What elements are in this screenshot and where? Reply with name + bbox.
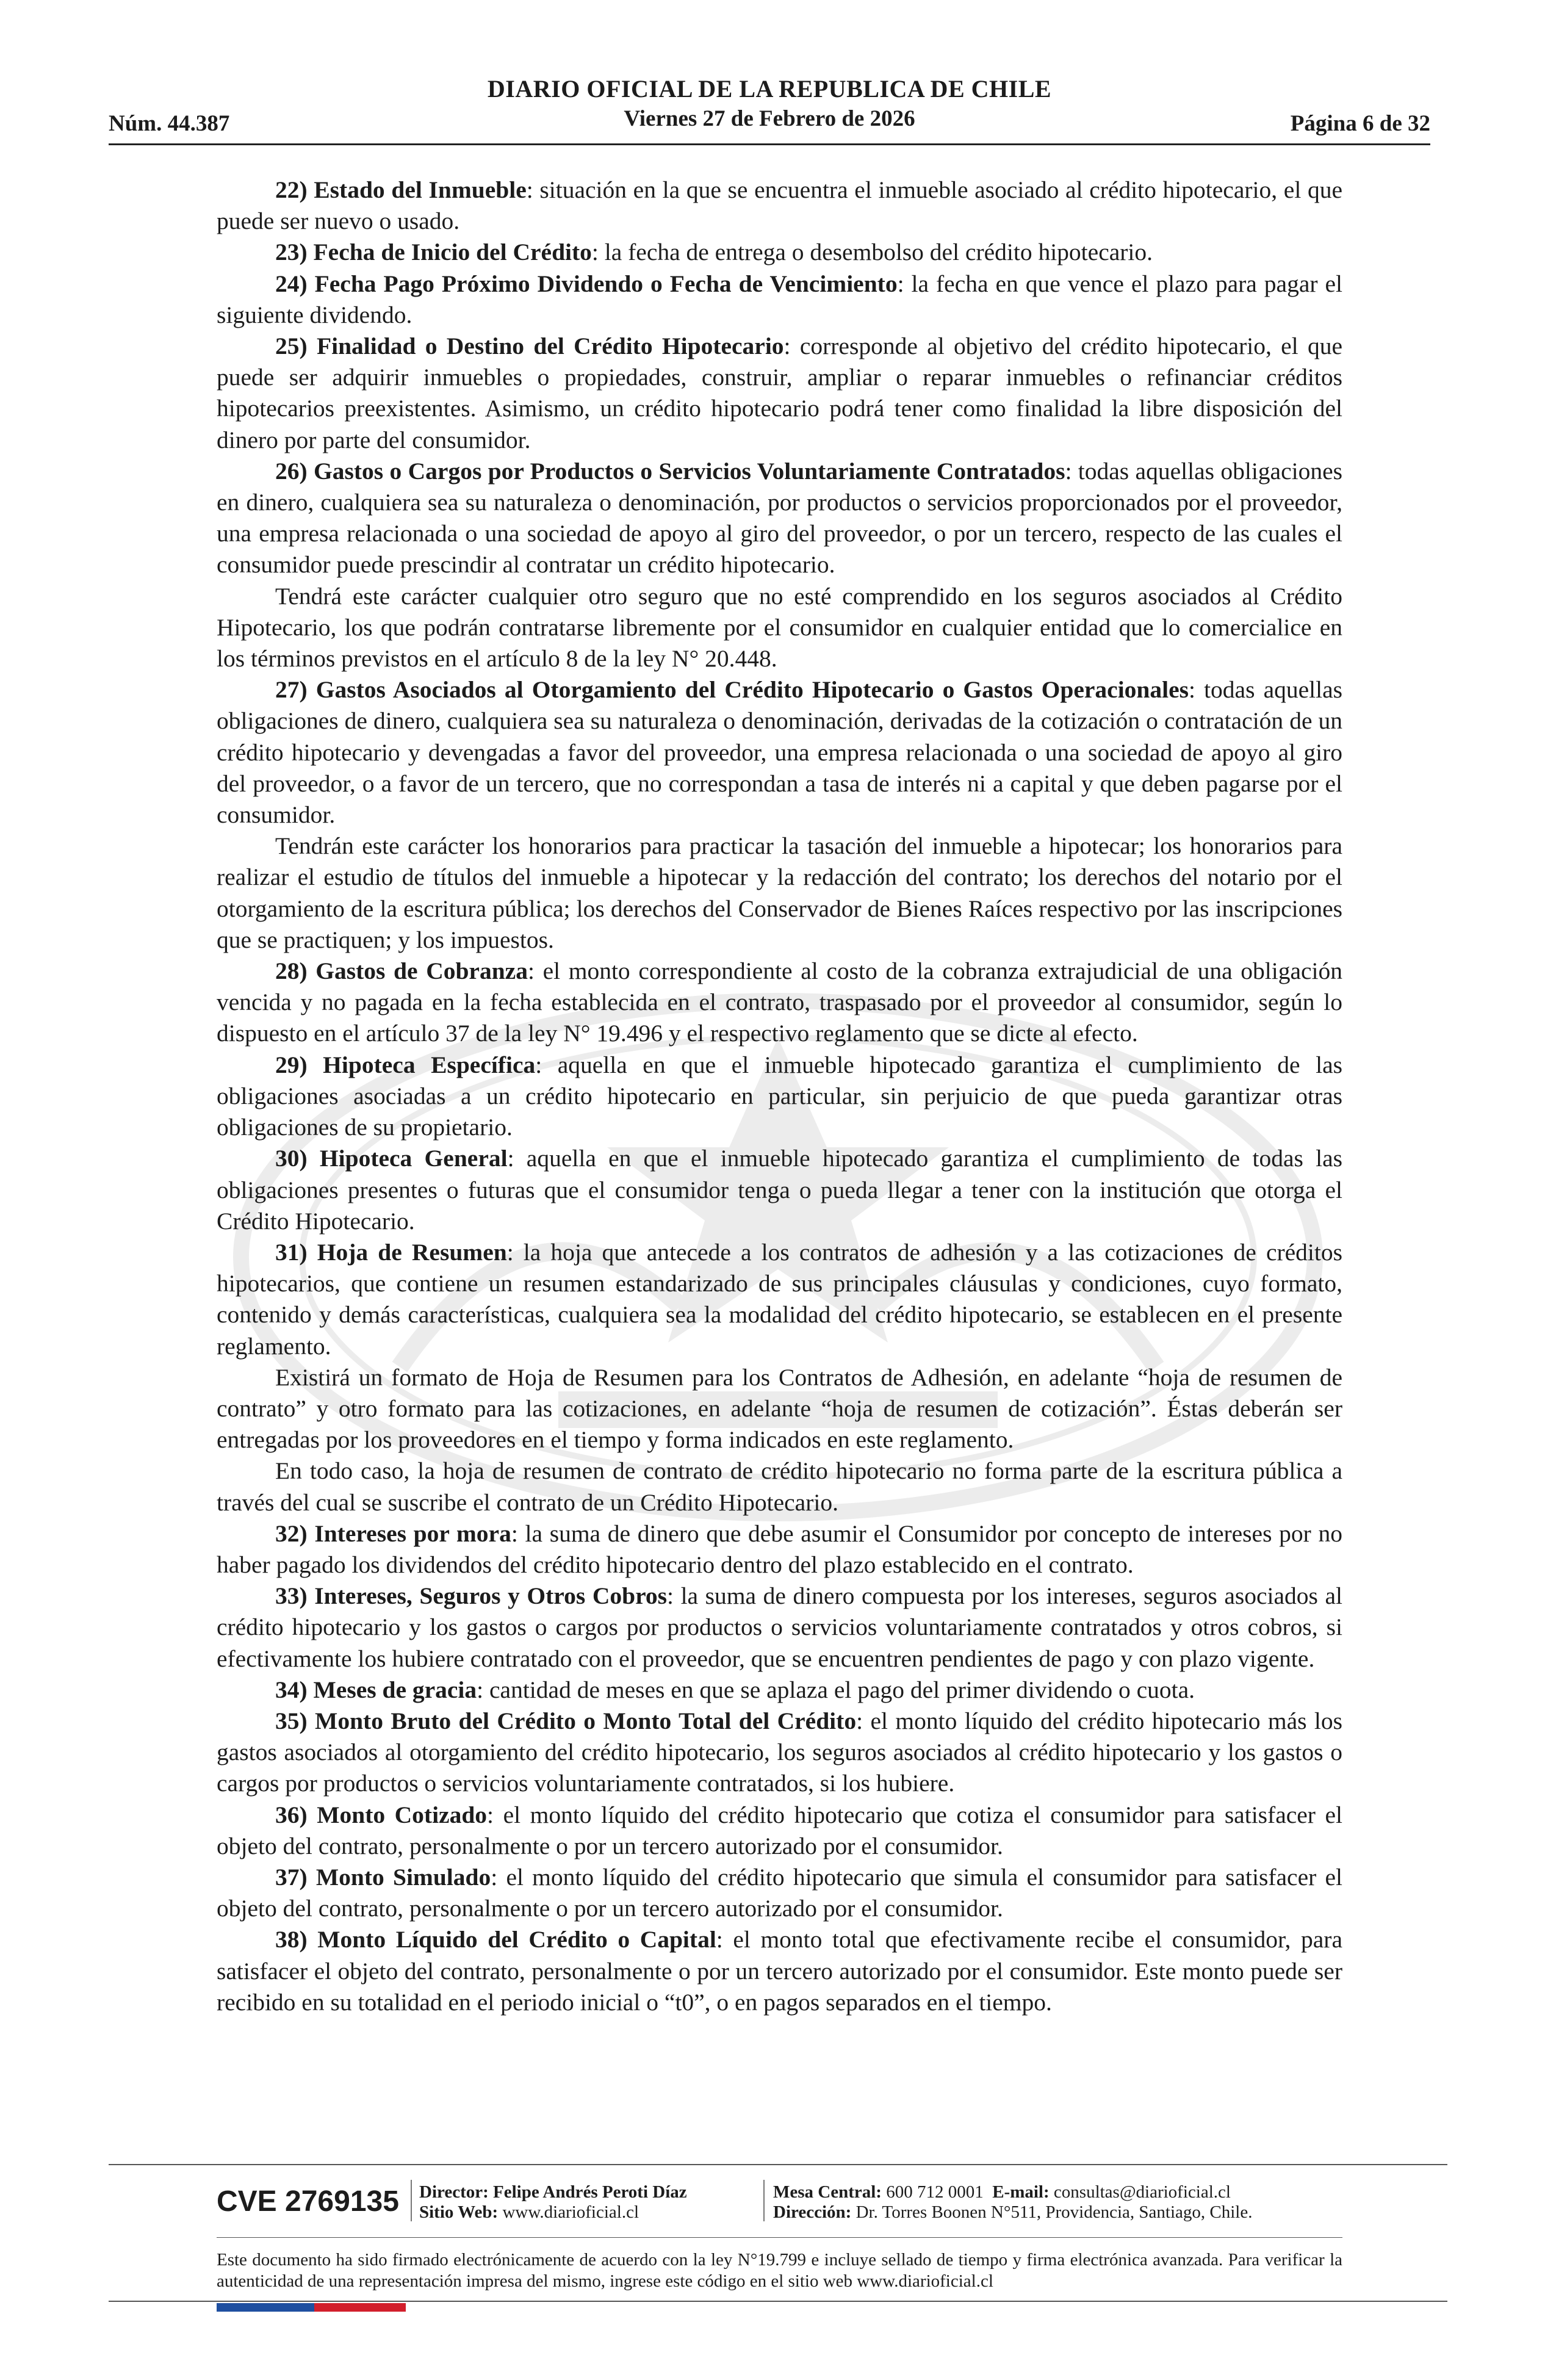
definition-term: 24) Fecha Pago Próximo Dividendo o Fecha de Vencimiento (275, 270, 898, 297)
paragraph (217, 1706, 1342, 1800)
paragraph (217, 456, 1342, 581)
mesa-phone: 600 712 0001 (886, 2182, 984, 2202)
paragraph (217, 1362, 1342, 1456)
paragraph-text: : situación en la que se encuentra el inmueble asociado al crédito hipotecario, el que puede ser nuevo o usado. (217, 176, 1343, 235)
flag-stripe (217, 2303, 406, 2312)
director-name: Felipe Andrés Peroti Díaz (493, 2182, 687, 2202)
paragraph-text: : la fecha en que vence el plazo para pagar el siguiente dividendo. (217, 270, 1342, 328)
footer-divider-bottom (109, 2301, 1447, 2302)
paragraph-text: : el monto líquido del crédito hipotecario que cotiza el consumidor para satisfacer el objeto del contrato, personalmente o por un tercero autorizado por el consumidor. (217, 1801, 1342, 1859)
stripe-red (314, 2303, 406, 2312)
paragraph (217, 831, 1342, 956)
paragraph (217, 237, 1342, 268)
document-body (217, 175, 1342, 2018)
paragraph-text: : el monto líquido del crédito hipotecario más los gastos asociados al otorgamiento del crédito hipotecario, los seguros asociados al crédito hipotecario y los gastos o cargos por productos o servicios voluntariamente contratados, si los hubiere. (217, 1707, 1342, 1797)
issue-number: Núm. 44.387 (109, 111, 230, 136)
paragraph-text: : aquella en que el inmueble hipotecado garantiza el cumplimiento de todas las obligaciones presentes o futuras que el consumidor tenga o pueda llegar a tener con la institución que otorga el Crédito Hipotecario. (217, 1145, 1342, 1235)
paragraph (217, 1455, 1342, 1518)
paragraph (217, 1237, 1342, 1362)
director-label: Director: (419, 2182, 489, 2202)
definition-term: 32) Intereses por mora (275, 1520, 511, 1547)
definition-term: 30) Hipoteca General (275, 1145, 508, 1172)
paragraph-text: : la hoja que antecede a los contratos de adhesión y a las cotizaciones de créditos hipotecarios, que contiene un resumen estandarizado de sus principales cláusulas y condiciones, cuyo formato, contenido y demás características, cualquiera sea la modalidad del crédito hipotecario, se establecen en el presente reglamento. (217, 1238, 1342, 1360)
paragraph-text: Tendrá este carácter cualquier otro seguro que no esté comprendido en los seguros asociados al Crédito Hipotecario, los que podrán contratarse libremente por el consumidor en cualquier entidad que lo comercialice en los términos previstos en el artículo 8 de la ley N° 20.448. (217, 582, 1342, 673)
header-divider (109, 143, 1430, 145)
definition-term: 26) Gastos o Cargos por Productos o Servicios Voluntariamente Contratados (275, 457, 1065, 485)
paragraph (217, 674, 1342, 831)
definition-term: 36) Monto Cotizado (275, 1801, 488, 1828)
footer-separator (763, 2180, 765, 2221)
paragraph-text: : el monto total que efectivamente recibe el consumidor, para satisfacer el objeto del contrato, personalmente o por un tercero autorizado por el consumidor. Este monto puede ser recibido en su totalidad en el periodo inicial o “t0”, o en pagos separados en el tiempo. (217, 1926, 1342, 2016)
definition-term: 23) Fecha de Inicio del Crédito (275, 239, 592, 266)
paragraph (217, 1924, 1342, 2018)
paragraph-text: Existirá un formato de Hoja de Resumen para los Contratos de Adhesión, en adelante “hoja de resumen de contrato” y otro formato para las cotizaciones, en adelante “hoja de resumen de cotización”. Éstas deberán ser entregadas por los proveedores en el tiempo y forma indicados en este reglamento. (217, 1363, 1342, 1454)
paragraph-text: : aquella en que el inmueble hipotecado garantiza el cumplimiento de las obligaciones asociadas a un crédito hipotecario en particular, sin perjuicio de que pueda garantizar otras obligaciones de su propietario. (217, 1051, 1342, 1141)
definition-term: 33) Intereses, Seguros y Otros Cobros (275, 1582, 668, 1610)
email-link[interactable]: consultas@diarioficial.cl (1053, 2182, 1231, 2202)
definition-term: 31) Hoja de Resumen (275, 1238, 507, 1266)
definition-term: 37) Monto Simulado (275, 1863, 491, 1891)
footer-separator (411, 2180, 412, 2221)
paragraph-text: : cantidad de meses en que se aplaza el pago del primer dividendo o cuota. (477, 1676, 1195, 1703)
paragraph-text: : todas aquellas obligaciones de dinero, cualquiera sea su naturaleza o denominación, derivadas de la cotización o contratación de un crédito hipotecario y devengadas a favor del proveedor, una empresa relacionada o una sociedad de apoyo al giro del proveedor, o a favor de un tercero, que no correspondan a tasa de interés ni a capital y que deben pagarse por el consumidor. (217, 676, 1342, 829)
definition-term: 22) Estado del Inmueble (275, 176, 527, 203)
email-label: E-mail: (992, 2182, 1050, 2202)
site-link[interactable]: www.diarioficial.cl (502, 2202, 639, 2222)
stripe-blue (217, 2303, 314, 2312)
page-header (109, 73, 1430, 145)
paragraph-text: : el monto correspondiente al costo de la cobranza extrajudicial de una obligación vencida y no pagada en la fecha establecida en el contrato, traspasado por el proveedor al consumidor, según lo dispuesto en el artículo 37 de la ley N° 19.496 y el respectivo reglamento que se dicte al efecto. (217, 957, 1342, 1047)
definition-term: 34) Meses de gracia (275, 1676, 477, 1703)
paragraph (217, 956, 1342, 1050)
newspaper-title: DIARIO OFICIAL DE LA REPUBLICA DE CHILE (487, 75, 1052, 103)
definition-term: 29) Hipoteca Específica (275, 1051, 536, 1078)
page-number: Página 6 de 32 (1290, 111, 1430, 136)
footer (217, 2180, 1342, 2224)
signature-notice: Este documento ha sido firmado electrónicamente de acuerdo con la ley N°19.799 e incluye sellado de tiempo y firma electrónica avanzada. Para verificar la autenticidad de una representación impresa del mismo, ingrese este código en el sitio web www.diarioficial.cl (217, 2250, 1342, 2291)
paragraph (217, 1862, 1342, 1924)
definition-term: 25) Finalidad o Destino del Crédito Hipotecario (275, 333, 784, 360)
paragraph-text: : la fecha de entrega o desembolso del crédito hipotecario. (591, 239, 1153, 266)
definition-term: 28) Gastos de Cobranza (275, 957, 528, 985)
paragraph (217, 1143, 1342, 1237)
paragraph (217, 1800, 1342, 1862)
paragraph-text: : el monto líquido del crédito hipotecario que simula el consumidor para satisfacer el objeto del contrato, personalmente o por un tercero autorizado por el consumidor. (217, 1863, 1342, 1922)
footer-divider-top (109, 2164, 1447, 2165)
issue-date: Viernes 27 de Febrero de 2026 (624, 106, 915, 131)
footer-divider-middle (217, 2237, 1342, 2238)
paragraph-text: En todo caso, la hoja de resumen de contrato de crédito hipotecario no forma parte de la escritura pública a través del cual se suscribe el contrato de un Crédito Hipotecario. (217, 1457, 1342, 1516)
footer-director-block (419, 2182, 687, 2223)
address-label: Dirección: (773, 2202, 852, 2222)
masthead (109, 73, 1430, 133)
paragraph-text: : todas aquellas obligaciones en dinero, cualquiera sea su naturaleza o denominación, por productos o servicios proporcionados por el proveedor, una empresa relacionada o una sociedad de apoyo al giro del proveedor, o por un tercero, respecto de las cuales el consumidor puede prescindir al contratar un crédito hipotecario. (217, 457, 1342, 579)
definition-term: 27) Gastos Asociados al Otorgamiento del Crédito Hipotecario o Gastos Operacionales (275, 676, 1189, 704)
paragraph (217, 175, 1342, 237)
paragraph (217, 1050, 1342, 1144)
paragraph-text: : corresponde al objetivo del crédito hipotecario, el que puede ser adquirir inmuebles o propiedades, construir, ampliar o reparar inmuebles o refinanciar créditos hipotecarios preexistentes. Asimismo, un crédito hipotecario podrá tener como finalidad la libre disposición del dinero por parte del consumidor. (217, 333, 1342, 453)
paragraph (217, 269, 1342, 331)
paragraph (217, 581, 1342, 675)
paragraph (217, 1581, 1342, 1675)
footer-contact-block (773, 2182, 1252, 2223)
paragraph (217, 1518, 1342, 1581)
paragraph-text: Tendrán este carácter los honorarios para practicar la tasación del inmueble a hipotecar; los honorarios para realizar el estudio de títulos del inmueble a hipotecar y la redacción del contrato; los derechos del notario por el otorgamiento de la escritura pública; los derechos del Conservador de Bienes Raíces respectivo por las inscripciones que se practiquen; y los impuestos. (217, 832, 1342, 953)
paragraph-text: : la suma de dinero compuesta por los intereses, seguros asociados al crédito hipotecario y los gastos o cargos por productos o servicios voluntariamente contratados y otros cobros, si efectivamente los hubiere contratado con el proveedor, que se encuentren pendientes de pago y con plazo vigente. (217, 1582, 1342, 1672)
paragraph (217, 331, 1342, 456)
paragraph-text: : la suma de dinero que debe asumir el Consumidor por concepto de intereses por no haber pagado los dividendos del crédito hipotecario dentro del plazo establecido en el contrato. (217, 1520, 1342, 1578)
paragraph (217, 1675, 1342, 1706)
address-value: Dr. Torres Boonen N°511, Providencia, Santiago, Chile. (855, 2202, 1253, 2222)
mesa-label: Mesa Central: (773, 2182, 882, 2202)
definition-term: 38) Monto Líquido del Crédito o Capital (275, 1926, 716, 1953)
definition-term: 35) Monto Bruto del Crédito o Monto Total del Crédito (275, 1707, 857, 1734)
cve-code: CVE 2769135 (217, 2185, 399, 2218)
site-label: Sitio Web: (419, 2202, 499, 2222)
